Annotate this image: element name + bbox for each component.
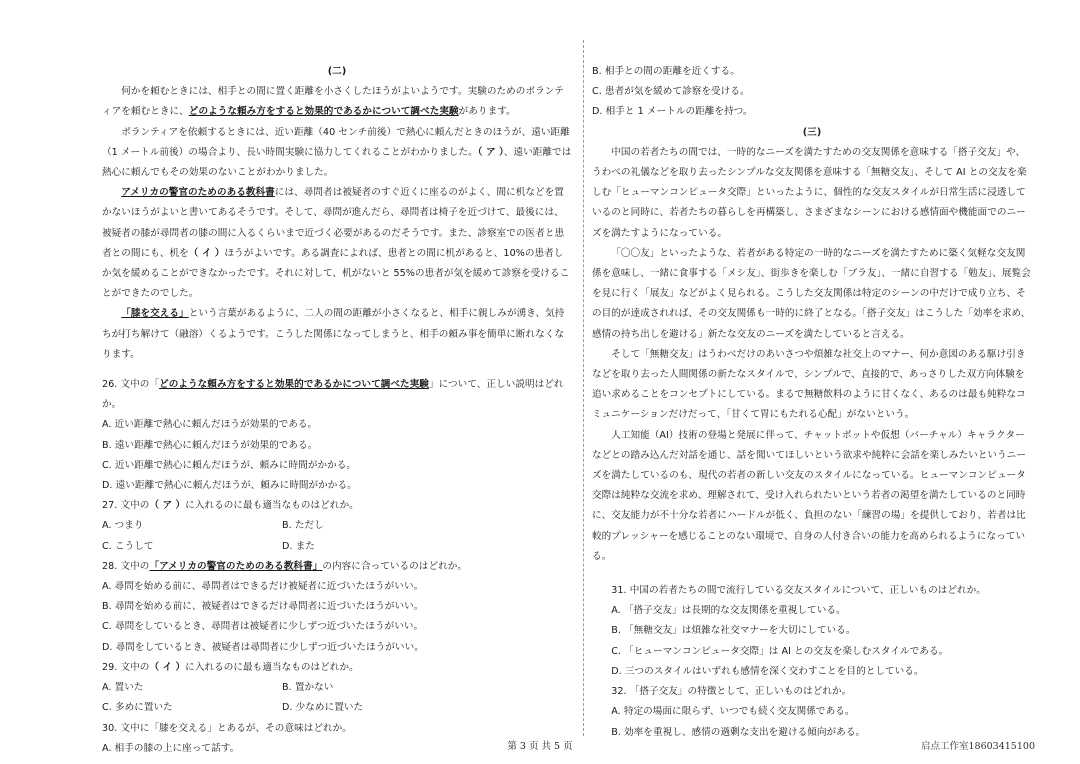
option: A. 近い距離で熱心に頼んだほうが効果的である。 <box>102 419 318 431</box>
option: C. 「ヒューマンコンピュータ交際」は AI との交友を楽しむスタイルである。 <box>611 645 949 657</box>
question-29 <box>102 658 572 678</box>
text: の内容に合っているのはどれか。 <box>322 560 468 572</box>
text: 27. 文中の <box>102 500 150 512</box>
option: A. 特定の場面に限らず、いつでも続く交友関係である。 <box>611 706 855 718</box>
paragraph-3 <box>102 183 572 304</box>
underlined-phrase: どのような頼み方をすると効果的であるかについて調べた実験 <box>159 379 429 391</box>
question-28 <box>102 557 572 577</box>
question-31: 31. 中国の若者たちの間で流行している交友スタイルについて、正しいものはどれか。 <box>611 585 986 597</box>
text: ボランティアを依頼するときには、近い距離（40 センチ前後）で熱心に頼んだときのほうが、遠い距離（1 メートル前後）の場合より、長い時間実験に協力してくれることがわかりました。 <box>102 126 570 158</box>
option-row <box>102 516 572 536</box>
text: 」について、正しい説明はどれか。 <box>102 379 564 411</box>
right-column <box>592 62 1032 743</box>
option: C. 尋問をしているとき、尋問者は被疑者に少しずつ近づいたほうがいい。 <box>102 621 424 633</box>
option: B. 尋問を始める前に、被疑者はできるだけ尋問者に近づいたほうがいい。 <box>102 601 424 613</box>
text: 何かを頼むときには、相手との間に置く距離を小さくしたほうがよいようです。実験のためのボランティアを頼むときに、 <box>102 86 565 118</box>
blank-a: （ ア ） <box>477 146 504 158</box>
text: に入れるのに最も適当なものはどれか。 <box>185 661 359 673</box>
question-26 <box>102 375 572 415</box>
underlined-phrase: 「膝を交える」 <box>121 308 189 320</box>
question-27 <box>102 496 572 516</box>
text: 29. 文中の <box>102 661 150 673</box>
option-row <box>102 698 572 718</box>
blank-a: （ ア ） <box>149 500 186 512</box>
option: D. 相手と 1 メートルの距離を持つ。 <box>592 106 753 118</box>
section-heading-2: (二) <box>327 66 347 77</box>
option: C. こうして <box>102 540 154 552</box>
text: という言葉があるように、二人の間の距離が小さくなると、相手に親しみが湧き、気持ちが打ち解けて（融溶）くるようです。こうした関係になってしまうと、相手の頼み事を簡単に断れなくなります。 <box>102 308 565 360</box>
question-32: 32. 「搭子交友」の特徴として、正しいものはどれか。 <box>611 686 852 698</box>
question-30: 30. 文中に「膝を交える」とあるが、その意味はどれか。 <box>102 722 352 734</box>
text: 28. 文中の <box>102 560 150 572</box>
option: D. 遠い距離で熱心に頼んだほうが、頼みに時間がかかる。 <box>102 480 357 492</box>
text: には、尋問者は被疑者のすぐ近くに座るのがよく、間に机などを置かないほうがよいと書いてあるそうです。そして、尋問が進んだら、尋問者は椅子を近づけて、最後には、被疑者の膝が尋問者の膝の間に入るくらいまで近づく必要があるのだそうです。また、診察室での医者と患者との間にも、机を <box>102 187 565 259</box>
paragraph-4: 人工知能（AI）技術の登場と発展に伴って、チャットボットや仮想（バーチャル）キャラクターなどとの踏み込んだ対話を通じ、話を聞いてほしいという欲求や純粋に会話を楽しみたいというニーズを満たしているのも、現代の若者の新しい交友のスタイルになっている。ヒューマンコンピュータ交際は純粋な交流を求め、理解されて、受け入れられたいという若者の渇望を満たしているのと同時に、交友能力が不十分な若者にハードルが低く、負担のない「練習の場」を提供しており、若者は比較的プレッシャーを感じることのない環境で、自身の人付き合いの能力を高められるようになっている。 <box>592 429 1026 562</box>
underlined-phrase: 「アメリカの警官のためのある教科書」 <box>149 560 323 572</box>
left-column <box>102 62 572 759</box>
text: ほうがよいです。ある調査によれば、患者との間に机があると、10%の患者しか気を緩めることができなかったです。それに対して、机がないと 55%の患者が気を緩めて診察を受けることができたのでした。 <box>102 247 570 300</box>
option: C. 多めに置いた <box>102 702 173 714</box>
paragraph-3: そして「無糖交友」はうわべだけのあいさつや煩雑な社交上のマナー、何か意図のある駆け引きなどを取り去った人間関係の新たなスタイルで、シンプルで、直接的で、あっさりした双方向体験を追い求めることをコンセプトにしている。まるで無糖飲料のように甘くなく、あるのは最も純粋なコミュニケーションだけだって、「甘くて胃にもたれる心配」がないという。 <box>592 348 1026 421</box>
option: B. 相手との間の距離を近くする。 <box>592 66 740 77</box>
option: B. 「無糖交友」は煩雑な社交マナーを大切にしている。 <box>611 625 856 637</box>
paragraph-4 <box>102 304 572 365</box>
section-heading-3: (三) <box>802 126 822 138</box>
option: D. 尋問をしているとき、被疑者は尋問者に少しずつ近づいたほうがいい。 <box>102 641 424 653</box>
page-number: 第 3 页 共 5 页 <box>507 741 573 752</box>
text: 26. 文中の「 <box>102 379 160 391</box>
option: B. 遠い距離で熱心に頼んだほうが効果的である。 <box>102 439 318 451</box>
text: に入れるのに最も適当なものはどれか。 <box>185 500 359 512</box>
text: があります。 <box>458 106 516 118</box>
underlined-phrase: アメリカの警官のためのある教科書 <box>121 187 275 199</box>
underlined-phrase: どのような頼み方をすると効果的であるかについて調べた実験 <box>188 106 459 118</box>
option: B. ただし <box>282 520 324 532</box>
paragraph-2: 「〇〇友」といったような、若者がある特定の一時的なニーズを満たすために築く気軽な交友関係を意味し、一緒に食事する「メシ友」、街歩きを楽しむ「ブラ友」、一緒に自習する「勉友」、展覧会を見に行く「展友」などがよく見られる。こうした交友関係は特定のシーンの中だけで成り立ち、その目的が達成されれば、その交友関係も一時的に終了となる。「搭子交友」はこうした「効率を求め、感情の持ち出しを避ける」新たな交友のニーズを満たしていると言える。 <box>592 247 1031 340</box>
option: A. 尋問を始める前に、尋問者はできるだけ被疑者に近づいたほうがいい。 <box>102 581 424 593</box>
option: B. 置かない <box>282 682 334 694</box>
paragraph-1 <box>102 82 572 122</box>
option: A. 「搭子交友」は長期的な交友関係を重視している。 <box>611 605 846 617</box>
option: C. 近い距離で熱心に頼んだほうが、頼みに時間がかかる。 <box>102 459 357 471</box>
column-divider <box>583 40 584 736</box>
option-row <box>102 537 572 557</box>
option: D. 少なめに置いた <box>282 702 364 714</box>
paragraph-1: 中国の若者たちの間では、一時的なニーズを満たすための交友関係を意味する「搭子交友」や、うわべの礼儀などを取り去ったシンプルな交友関係を意味する「無糖交友」、そして AI との交友を楽しむ「ヒューマンコンピュータ交際」といったように、個性的な交友スタイルが日常生活に浸透しているのと同時に、若者たちの暮らしを再構築し、さまざまなシーンにおける感情面や機能面でのニーズを満たすようになっている。 <box>592 146 1027 239</box>
studio-credit: 启点工作室18603415100 <box>921 741 1035 752</box>
option: D. 三つのスタイルはいずれも感情を深く交わすことを目的としている。 <box>611 665 924 677</box>
option: D. また <box>282 540 315 552</box>
paragraph-2 <box>102 123 572 184</box>
option: A. つまり <box>102 520 144 532</box>
blank-i: （ イ ） <box>149 661 186 673</box>
option-row <box>102 678 572 698</box>
blank-i: （ イ ） <box>188 247 225 259</box>
option: C. 患者が気を緩めて診察を受ける。 <box>592 86 750 98</box>
option: A. 置いた <box>102 682 144 694</box>
text: 、遠い距離では熱心に頼んでもその効果のないことがわかりました。 <box>102 146 572 179</box>
option: A. 相手の膝の上に座って話す。 <box>102 742 240 754</box>
option: B. 効率を重視し、感情の過剰な支出を避ける傾向がある。 <box>611 726 866 738</box>
